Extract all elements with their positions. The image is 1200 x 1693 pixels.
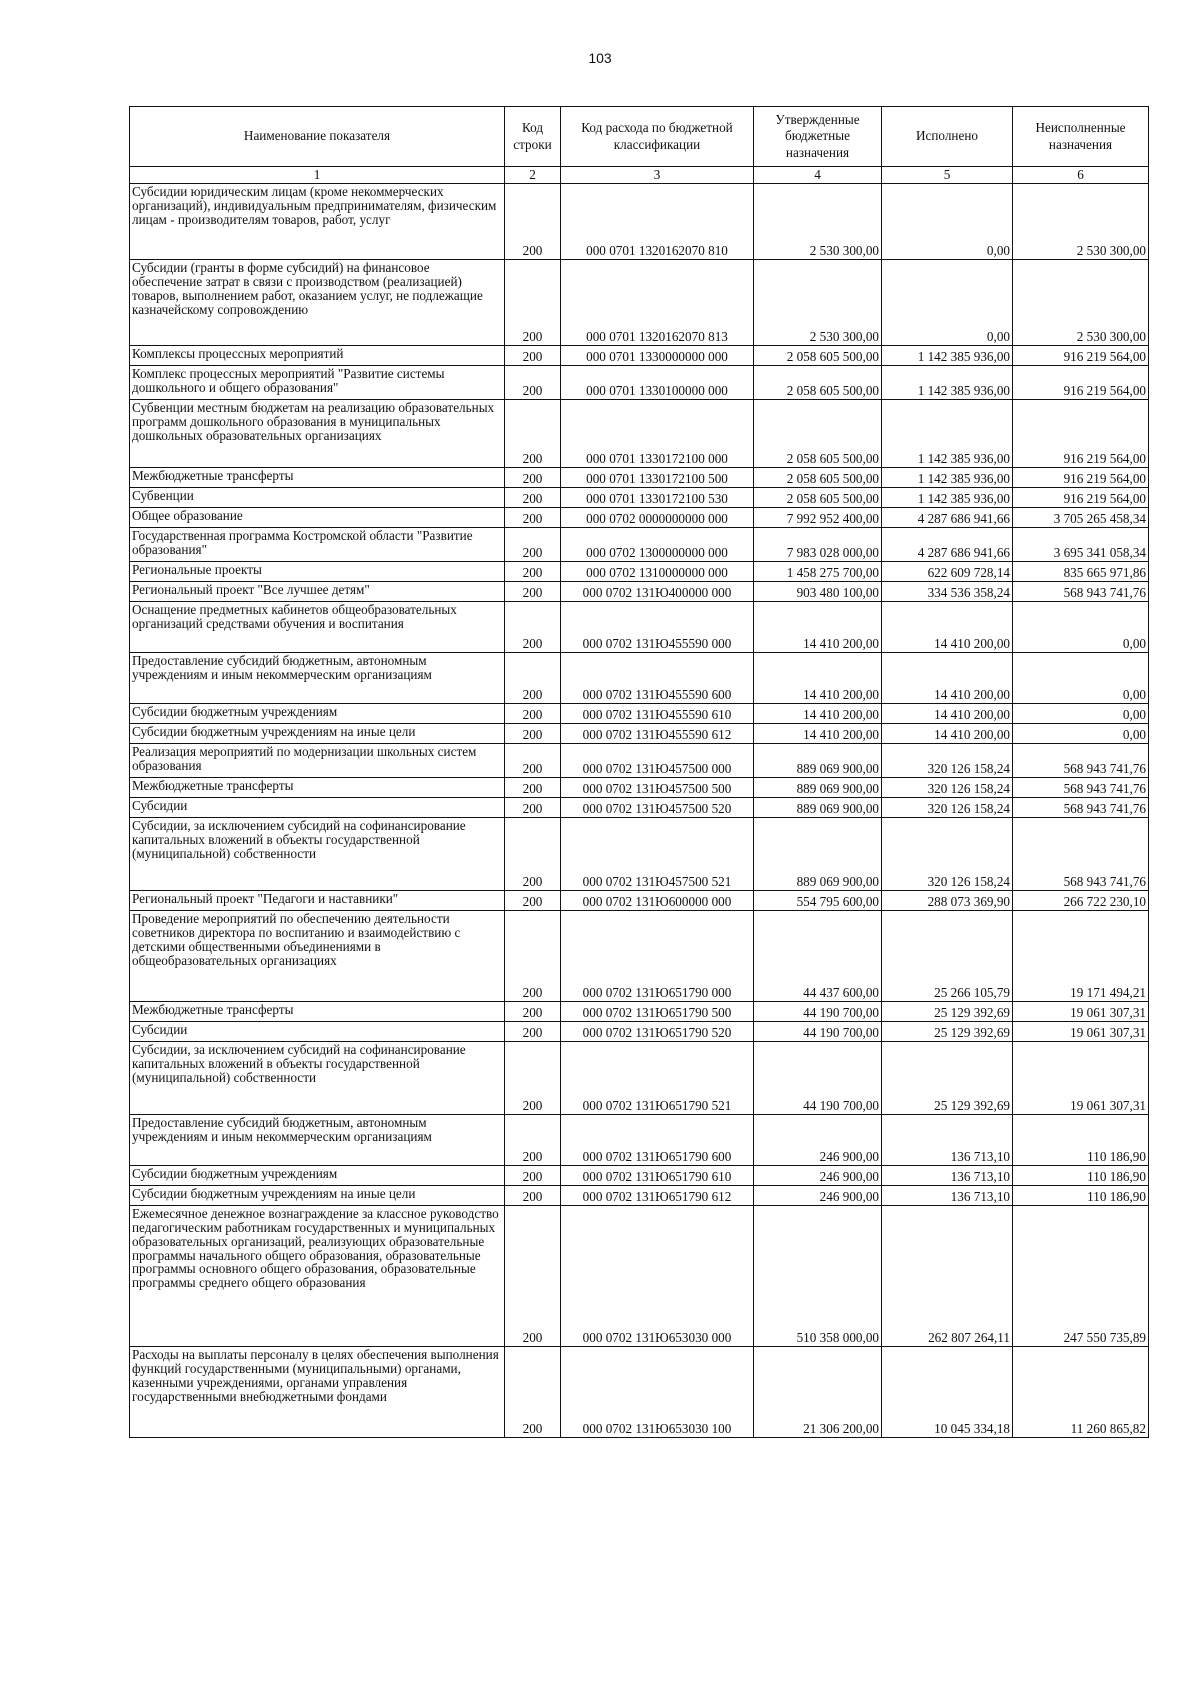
row-executed: 0,00 [882,184,1013,260]
row-executed: 320 126 158,24 [882,744,1013,778]
row-approved: 1 458 275 700,00 [754,562,882,582]
row-approved: 889 069 900,00 [754,778,882,798]
table-row [130,1022,1149,1042]
row-code: 200 [505,1186,561,1206]
row-approved: 7 983 028 000,00 [754,528,882,562]
row-kbk: 000 0702 131Ю651790 500 [561,1002,754,1022]
row-kbk: 000 0702 1300000000 000 [561,528,754,562]
row-kbk: 000 0702 131Ю651790 000 [561,911,754,1002]
row-name: Региональные проекты [130,562,505,582]
row-name: Межбюджетные трансферты [130,468,505,488]
row-name: Субсидии бюджетным учреждениям [130,1166,505,1186]
table-row [130,488,1149,508]
header-approved: Утвержденные бюджетные назначения [754,107,882,167]
table-row [130,911,1149,1002]
row-name: Субсидии бюджетным учреждениям [130,704,505,724]
row-code: 200 [505,891,561,911]
row-unexecuted: 247 550 735,89 [1013,1206,1149,1347]
row-kbk: 000 0702 0000000000 000 [561,508,754,528]
row-code: 200 [505,562,561,582]
row-code: 200 [505,778,561,798]
row-name: Расходы на выплаты персоналу в целях обеспечения выполнения функций государственными (муниципальными) органами, казенными учреждениями, органами управления государственными внебюджетными фондами [130,1347,505,1438]
row-code: 200 [505,1002,561,1022]
row-code: 200 [505,744,561,778]
column-number: 5 [882,167,1013,184]
row-code: 200 [505,184,561,260]
column-number: 4 [754,167,882,184]
row-approved: 889 069 900,00 [754,744,882,778]
row-code: 200 [505,346,561,366]
row-executed: 14 410 200,00 [882,653,1013,704]
row-approved: 44 190 700,00 [754,1022,882,1042]
row-executed: 10 045 334,18 [882,1347,1013,1438]
column-number: 3 [561,167,754,184]
row-name: Комплексы процессных мероприятий [130,346,505,366]
row-executed: 14 410 200,00 [882,602,1013,653]
row-name: Межбюджетные трансферты [130,1002,505,1022]
row-kbk: 000 0702 131Ю457500 520 [561,798,754,818]
table-row [130,1042,1149,1115]
row-code: 200 [505,528,561,562]
header-name: Наименование показателя [130,107,505,167]
row-unexecuted: 916 219 564,00 [1013,366,1149,400]
table-row [130,468,1149,488]
row-approved: 44 190 700,00 [754,1042,882,1115]
row-executed: 622 609 728,14 [882,562,1013,582]
row-unexecuted: 916 219 564,00 [1013,400,1149,468]
row-name: Субвенции местным бюджетам на реализацию образовательных программ дошкольного образования в муниципальных дошкольных образовательных организациях [130,400,505,468]
table-row [130,366,1149,400]
row-kbk: 000 0702 131Ю653030 100 [561,1347,754,1438]
table-row [130,1115,1149,1166]
row-name: Субсидии [130,1022,505,1042]
row-approved: 21 306 200,00 [754,1347,882,1438]
table-row [130,1186,1149,1206]
row-name: Субсидии бюджетным учреждениям на иные цели [130,1186,505,1206]
row-unexecuted: 110 186,90 [1013,1115,1149,1166]
row-name: Проведение мероприятий по обеспечению деятельности советников директора по воспитанию и взаимодействию с детскими общественными объединениями в общеобразовательных организациях [130,911,505,1002]
table-row [130,602,1149,653]
row-unexecuted: 568 943 741,76 [1013,582,1149,602]
row-approved: 44 190 700,00 [754,1002,882,1022]
row-executed: 262 807 264,11 [882,1206,1013,1347]
column-number: 1 [130,167,505,184]
row-code: 200 [505,260,561,346]
row-approved: 14 410 200,00 [754,724,882,744]
row-kbk: 000 0701 1330100000 000 [561,366,754,400]
row-executed: 1 142 385 936,00 [882,400,1013,468]
row-approved: 554 795 600,00 [754,891,882,911]
row-kbk: 000 0701 1330000000 000 [561,346,754,366]
header-unexecuted: Неисполненные назначения [1013,107,1149,167]
row-unexecuted: 568 943 741,76 [1013,744,1149,778]
row-executed: 25 129 392,69 [882,1022,1013,1042]
row-code: 200 [505,798,561,818]
row-executed: 1 142 385 936,00 [882,488,1013,508]
row-unexecuted: 2 530 300,00 [1013,260,1149,346]
row-name: Субсидии, за исключением субсидий на софинансирование капитальных вложений в объекты государственной (муниципальной) собственности [130,818,505,891]
row-executed: 136 713,10 [882,1186,1013,1206]
row-code: 200 [505,366,561,400]
row-kbk: 000 0701 1320162070 813 [561,260,754,346]
table-row [130,260,1149,346]
row-code: 200 [505,468,561,488]
row-unexecuted: 916 219 564,00 [1013,488,1149,508]
row-unexecuted: 19 061 307,31 [1013,1002,1149,1022]
row-executed: 14 410 200,00 [882,724,1013,744]
row-unexecuted: 0,00 [1013,704,1149,724]
row-executed: 320 126 158,24 [882,778,1013,798]
row-kbk: 000 0701 1320162070 810 [561,184,754,260]
row-name: Субсидии [130,798,505,818]
row-kbk: 000 0702 131Ю600000 000 [561,891,754,911]
row-kbk: 000 0702 131Ю651790 600 [561,1115,754,1166]
row-name: Субсидии юридическим лицам (кроме некоммерческих организаций), индивидуальным предпринимателям, физическим лицам - производителям товаров, работ, услуг [130,184,505,260]
table-row [130,818,1149,891]
row-unexecuted: 3 695 341 058,34 [1013,528,1149,562]
row-executed: 320 126 158,24 [882,818,1013,891]
table-row [130,798,1149,818]
row-kbk: 000 0702 131Ю400000 000 [561,582,754,602]
header-code: Код строки [505,107,561,167]
row-code: 200 [505,400,561,468]
row-kbk: 000 0701 1330172100 530 [561,488,754,508]
row-name: Реализация мероприятий по модернизации школьных систем образования [130,744,505,778]
table-row [130,1002,1149,1022]
table-row [130,346,1149,366]
row-unexecuted: 916 219 564,00 [1013,346,1149,366]
row-name: Комплекс процессных мероприятий "Развитие системы дошкольного и общего образования" [130,366,505,400]
row-name: Субсидии (гранты в форме субсидий) на финансовое обеспечение затрат в связи с производством (реализацией) товаров, выполнением работ, оказанием услуг, не подлежащие казначейскому сопровождению [130,260,505,346]
row-kbk: 000 0702 131Ю457500 500 [561,778,754,798]
page-number: 103 [588,50,612,66]
budget-execution-table [129,106,1149,1438]
row-name: Региональный проект "Все лучшее детям" [130,582,505,602]
row-code: 200 [505,488,561,508]
row-executed: 136 713,10 [882,1115,1013,1166]
row-approved: 246 900,00 [754,1115,882,1166]
row-unexecuted: 568 943 741,76 [1013,798,1149,818]
row-approved: 14 410 200,00 [754,653,882,704]
column-number: 6 [1013,167,1149,184]
row-kbk: 000 0702 1310000000 000 [561,562,754,582]
row-name: Ежемесячное денежное вознаграждение за классное руководство педагогическим работникам государственных и муниципальных образовательных организаций, реализующих образовательные программы начального общего образования, образовательные программы основного общего образования, образовательные программы среднего общего образования [130,1206,505,1347]
row-code: 200 [505,724,561,744]
table-row [130,582,1149,602]
row-approved: 510 358 000,00 [754,1206,882,1347]
row-approved: 2 530 300,00 [754,260,882,346]
row-name: Общее образование [130,508,505,528]
row-name: Региональный проект "Педагоги и наставники" [130,891,505,911]
row-unexecuted: 110 186,90 [1013,1166,1149,1186]
row-unexecuted: 916 219 564,00 [1013,468,1149,488]
row-kbk: 000 0702 131Ю455590 600 [561,653,754,704]
row-approved: 2 058 605 500,00 [754,468,882,488]
row-kbk: 000 0702 131Ю651790 520 [561,1022,754,1042]
row-code: 200 [505,1206,561,1347]
row-name: Межбюджетные трансферты [130,778,505,798]
row-name: Государственная программа Костромской области "Развитие образования" [130,528,505,562]
table-row [130,778,1149,798]
row-approved: 14 410 200,00 [754,602,882,653]
table-row [130,528,1149,562]
row-executed: 1 142 385 936,00 [882,468,1013,488]
row-kbk: 000 0702 131Ю651790 610 [561,1166,754,1186]
row-approved: 2 058 605 500,00 [754,346,882,366]
row-name: Предоставление субсидий бюджетным, автономным учреждениям и иным некоммерческим организациям [130,1115,505,1166]
row-unexecuted: 0,00 [1013,653,1149,704]
row-executed: 334 536 358,24 [882,582,1013,602]
table-row [130,704,1149,724]
row-unexecuted: 266 722 230,10 [1013,891,1149,911]
row-approved: 44 437 600,00 [754,911,882,1002]
row-code: 200 [505,911,561,1002]
row-unexecuted: 568 943 741,76 [1013,778,1149,798]
row-unexecuted: 11 260 865,82 [1013,1347,1149,1438]
row-kbk: 000 0702 131Ю455590 610 [561,704,754,724]
row-executed: 288 073 369,90 [882,891,1013,911]
table-row [130,184,1149,260]
table-row [130,1347,1149,1438]
table-row [130,1166,1149,1186]
row-name: Оснащение предметных кабинетов общеобразовательных организаций средствами обучения и воспитания [130,602,505,653]
row-unexecuted: 0,00 [1013,602,1149,653]
table-row [130,508,1149,528]
row-executed: 25 129 392,69 [882,1002,1013,1022]
row-executed: 1 142 385 936,00 [882,366,1013,400]
row-code: 200 [505,1115,561,1166]
row-code: 200 [505,1347,561,1438]
row-name: Субвенции [130,488,505,508]
row-kbk: 000 0702 131Ю457500 000 [561,744,754,778]
row-kbk: 000 0702 131Ю457500 521 [561,818,754,891]
row-code: 200 [505,1042,561,1115]
row-name: Субсидии, за исключением субсидий на софинансирование капитальных вложений в объекты государственной (муниципальной) собственности [130,1042,505,1115]
row-executed: 25 266 105,79 [882,911,1013,1002]
row-kbk: 000 0701 1330172100 000 [561,400,754,468]
header-kbk: Код расхода по бюджетной классификации [561,107,754,167]
row-executed: 4 287 686 941,66 [882,528,1013,562]
table-row [130,1206,1149,1347]
column-number: 2 [505,167,561,184]
row-code: 200 [505,508,561,528]
row-code: 200 [505,582,561,602]
row-kbk: 000 0702 131Ю455590 000 [561,602,754,653]
header-executed: Исполнено [882,107,1013,167]
row-unexecuted: 3 705 265 458,34 [1013,508,1149,528]
row-kbk: 000 0701 1330172100 500 [561,468,754,488]
row-approved: 903 480 100,00 [754,582,882,602]
row-code: 200 [505,602,561,653]
row-approved: 14 410 200,00 [754,704,882,724]
row-name: Предоставление субсидий бюджетным, автономным учреждениям и иным некоммерческим организациям [130,653,505,704]
row-unexecuted: 835 665 971,86 [1013,562,1149,582]
row-code: 200 [505,704,561,724]
row-executed: 0,00 [882,260,1013,346]
row-code: 200 [505,818,561,891]
row-kbk: 000 0702 131Ю455590 612 [561,724,754,744]
row-unexecuted: 19 171 494,21 [1013,911,1149,1002]
row-code: 200 [505,653,561,704]
row-executed: 1 142 385 936,00 [882,346,1013,366]
row-unexecuted: 19 061 307,31 [1013,1022,1149,1042]
row-approved: 2 058 605 500,00 [754,400,882,468]
row-approved: 889 069 900,00 [754,818,882,891]
row-kbk: 000 0702 131Ю653030 000 [561,1206,754,1347]
header-row [130,107,1149,167]
row-executed: 14 410 200,00 [882,704,1013,724]
row-executed: 136 713,10 [882,1166,1013,1186]
table-row [130,724,1149,744]
row-executed: 320 126 158,24 [882,798,1013,818]
table-row [130,562,1149,582]
row-code: 200 [505,1166,561,1186]
table-row [130,400,1149,468]
row-unexecuted: 110 186,90 [1013,1186,1149,1206]
row-approved: 889 069 900,00 [754,798,882,818]
row-approved: 2 058 605 500,00 [754,488,882,508]
row-code: 200 [505,1022,561,1042]
row-unexecuted: 2 530 300,00 [1013,184,1149,260]
table-row [130,891,1149,911]
table-row [130,744,1149,778]
column-number-row [130,167,1149,184]
row-approved: 246 900,00 [754,1166,882,1186]
row-unexecuted: 568 943 741,76 [1013,818,1149,891]
row-kbk: 000 0702 131Ю651790 521 [561,1042,754,1115]
row-unexecuted: 0,00 [1013,724,1149,744]
row-executed: 25 129 392,69 [882,1042,1013,1115]
row-unexecuted: 19 061 307,31 [1013,1042,1149,1115]
row-approved: 2 058 605 500,00 [754,366,882,400]
row-kbk: 000 0702 131Ю651790 612 [561,1186,754,1206]
table-row [130,653,1149,704]
row-approved: 7 992 952 400,00 [754,508,882,528]
row-approved: 246 900,00 [754,1186,882,1206]
row-executed: 4 287 686 941,66 [882,508,1013,528]
row-name: Субсидии бюджетным учреждениям на иные цели [130,724,505,744]
row-approved: 2 530 300,00 [754,184,882,260]
